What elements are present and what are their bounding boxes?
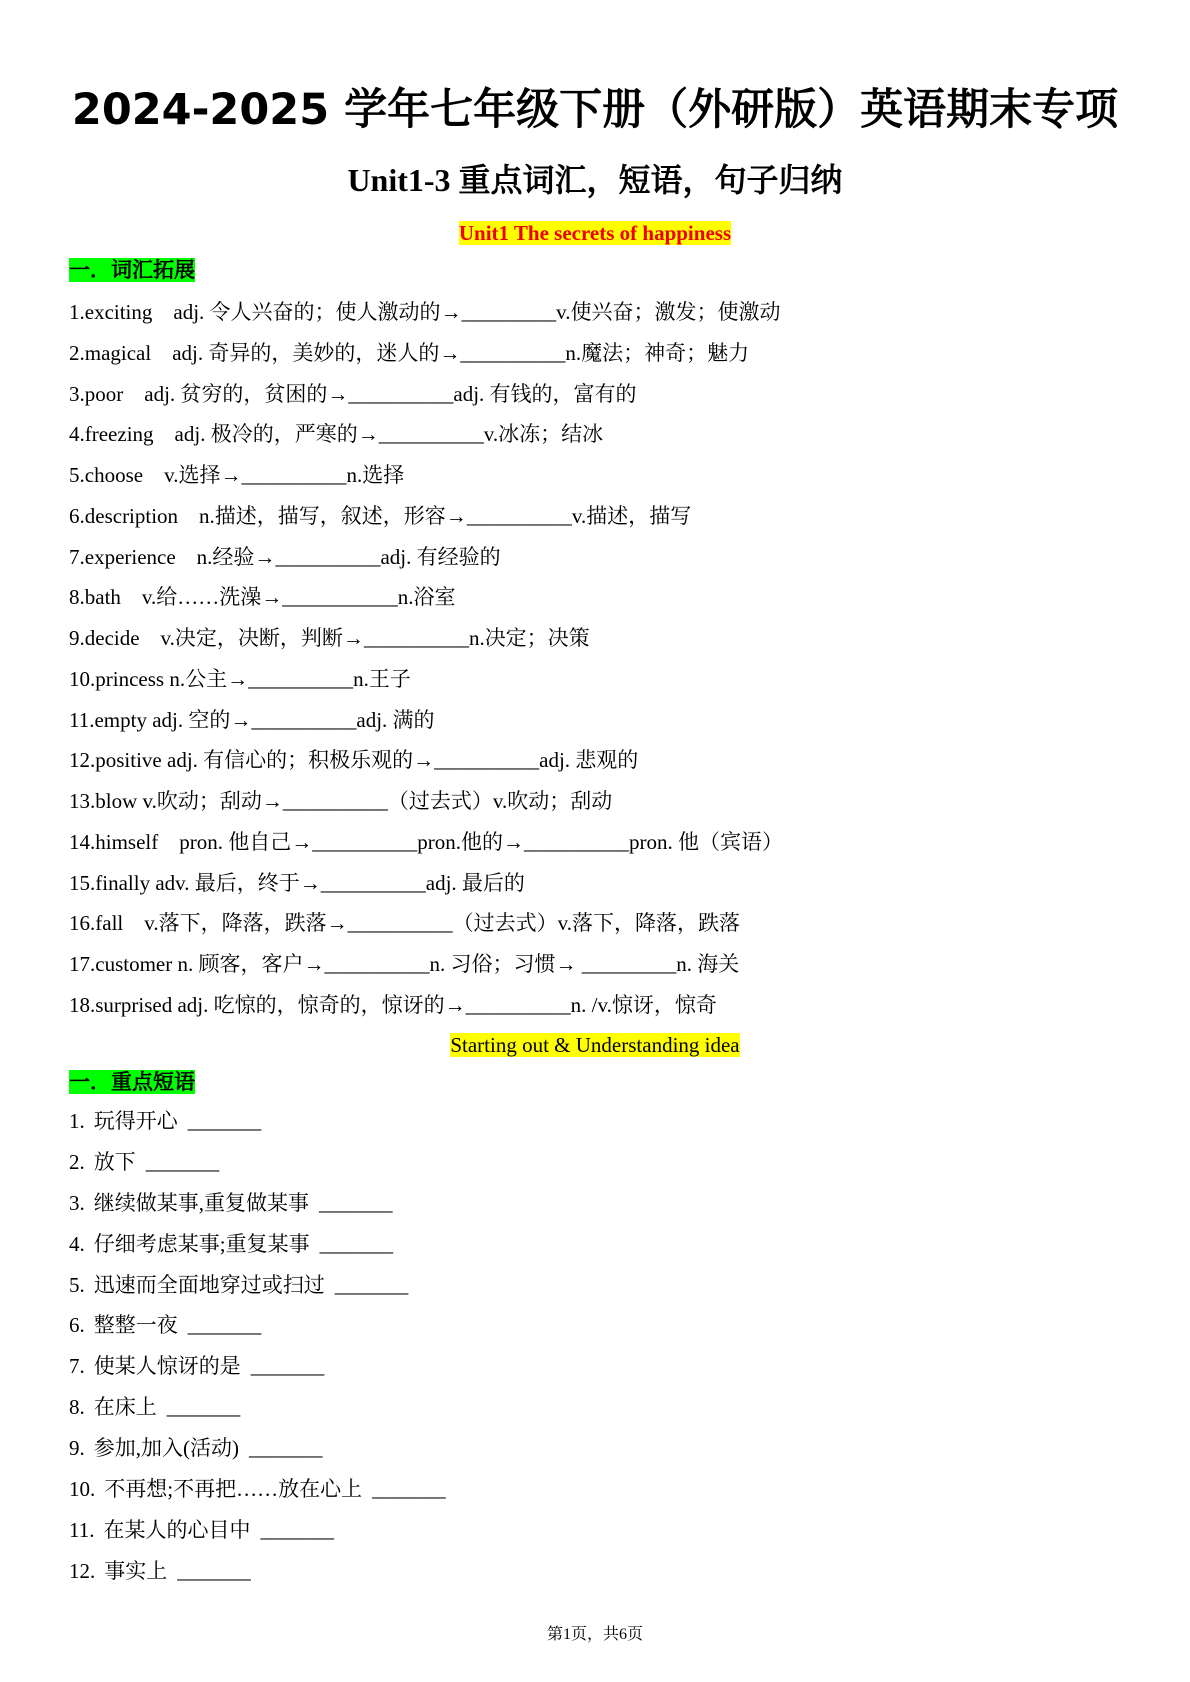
answer-blank: __________ [363, 626, 469, 650]
phrase-text: 在床上 [93, 1395, 157, 1420]
page-number: 第1页，共6页 [546, 1626, 643, 1643]
section-heading-vocabulary: 一．词汇拓展 [69, 258, 195, 282]
answer-blank: __________ [282, 789, 388, 813]
unit-title-line [0, 217, 1190, 249]
vocabulary-item [69, 414, 1129, 455]
phrase-item [69, 1469, 1129, 1510]
vocabulary-item-text: adj. 悲观的 [539, 748, 639, 773]
vocabulary-item-text: 6.description n.描述，描写，叙述，形容→ [69, 503, 467, 528]
vocabulary-item-text: 10.princess n.公主→ [69, 666, 249, 691]
vocabulary-item-text: 17.customer n. 顾客，客户→ [69, 952, 325, 976]
phrase-number: 6. [69, 1313, 85, 1338]
vocabulary-item-text: n. /v.惊讶，惊奇 [570, 992, 717, 1017]
answer-blank: _______ [334, 1272, 409, 1297]
vocabulary-item [69, 822, 1129, 863]
vocabulary-item-text: 3.poor adj. 贫穷的，贫困的→ [69, 381, 349, 406]
phrase-item [69, 1305, 1129, 1346]
vocabulary-item [69, 618, 1129, 659]
vocabulary-item-text: 11.empty adj. 空的→ [69, 707, 252, 732]
vocabulary-item-text: n.王子 [353, 666, 411, 691]
page-subtitle: Unit1-3 重点词汇，短语，句子归纳 [347, 162, 843, 198]
answer-blank: _______ [319, 1231, 394, 1256]
answer-blank: __________ [466, 503, 572, 528]
phrase-text: 整整一夜 [93, 1313, 178, 1338]
answer-blank: __________ [241, 463, 347, 487]
vocabulary-item-text: 9.decide v.决定，决断，判断→ [69, 626, 364, 650]
phrase-text: 玩得开心 [93, 1109, 178, 1133]
answer-blank: __________ [251, 707, 357, 732]
phrase-text: 仔细考虑某事;重复某事 [93, 1231, 310, 1256]
vocabulary-item-text: 13.blow v.吹动；刮动→ [69, 789, 283, 813]
vocabulary-item-text: 15.finally adv. 最后，终于→ [69, 870, 321, 895]
phrase-number: 10. [69, 1477, 96, 1502]
answer-blank: __________ [434, 748, 540, 773]
answer-blank: __________ [248, 666, 354, 691]
phrase-number: 11. [69, 1517, 95, 1542]
answer-blank: _________ [461, 300, 557, 324]
phrase-number: 12. [69, 1558, 96, 1583]
vocabulary-item-text: pron. 他（宾语） [628, 829, 783, 854]
page-title: 2024-2025 学年七年级下册（外研版）英语期末专项 [71, 85, 1119, 135]
answer-blank: _______ [166, 1395, 241, 1420]
phrase-text: 使某人惊讶的是 [93, 1354, 241, 1379]
unit-title: Unit1 The secrets of happiness [458, 221, 732, 245]
answer-blank: __________ [460, 340, 566, 365]
vocabulary-item-text: n.选择 [346, 463, 405, 487]
vocabulary-item [69, 577, 1129, 618]
phrase-text: 不再想;不再把……放在心上 [104, 1477, 363, 1502]
vocabulary-item [69, 903, 1129, 944]
section-heading-phrases: 一．重点短语 [69, 1070, 195, 1094]
answer-blank: _______ [249, 1436, 323, 1461]
vocabulary-item-text: 1.exciting adj. 令人兴奋的；使人激动的→ [69, 300, 462, 324]
vocabulary-item [69, 700, 1129, 741]
phrase-item [69, 1510, 1129, 1551]
vocabulary-item-text: n.决定；决策 [468, 626, 590, 650]
vocabulary-item [69, 781, 1129, 822]
vocabulary-item [69, 455, 1129, 496]
vocabulary-item [69, 496, 1129, 537]
vocabulary-item-text: adj. 最后的 [425, 870, 525, 895]
phrase-number: 1. [69, 1109, 85, 1133]
vocabulary-item-text: 7.experience n.经验→ [69, 544, 276, 569]
lesson-title-line [0, 1029, 1190, 1061]
phrase-number: 4. [69, 1231, 85, 1256]
vocabulary-item-text: 5.choose v.选择→ [69, 463, 242, 487]
vocabulary-item [69, 944, 1129, 985]
vocabulary-item-text: n.魔法；神奇；魅力 [565, 340, 750, 365]
answer-blank: __________ [348, 381, 454, 406]
answer-blank: __________ [523, 829, 629, 854]
vocabulary-item-text: adj. 满的 [356, 707, 435, 732]
vocabulary-item-text: 8.bath v.给……洗澡→ [69, 585, 283, 610]
phrase-item [69, 1183, 1129, 1224]
lesson-title: Starting out & Understanding idea [450, 1033, 740, 1057]
answer-blank: _______ [177, 1558, 251, 1583]
phrase-item [69, 1224, 1129, 1265]
phrase-number: 2. [69, 1149, 85, 1174]
vocabulary-item-text: v.冰冻；结冰 [483, 422, 604, 447]
answer-blank: __________ [378, 422, 484, 447]
vocabulary-item [69, 985, 1129, 1026]
vocabulary-item [69, 537, 1129, 578]
answer-blank: __________ [320, 870, 426, 895]
vocabulary-item-text: v.描述，描写 [571, 503, 692, 528]
answer-blank: __________ [312, 829, 418, 854]
phrase-item [69, 1346, 1129, 1387]
phrase-item [69, 1387, 1129, 1428]
answer-blank: __________ [347, 911, 453, 936]
phrase-text: 在某人的心目中 [103, 1517, 251, 1542]
answer-blank: _________ [581, 952, 677, 976]
vocabulary-item-text: v.使兴奋；激发；使激动 [556, 300, 781, 324]
vocabulary-item [69, 292, 1129, 333]
vocabulary-item-text: 16.fall v.落下，降落，跌落→ [69, 911, 348, 936]
phrase-item [69, 1551, 1129, 1592]
vocabulary-item-text: 14.himself pron. 他自己→ [69, 829, 313, 854]
phrase-text: 参加,加入(活动) [93, 1436, 239, 1461]
answer-blank: __________ [275, 544, 381, 569]
answer-blank: _______ [372, 1477, 446, 1502]
section-heading-line [69, 1066, 195, 1098]
vocabulary-item [69, 863, 1129, 904]
phrase-item [69, 1265, 1129, 1306]
answer-blank: _______ [319, 1190, 393, 1215]
vocabulary-item [69, 740, 1129, 781]
phrase-list [69, 1101, 1129, 1592]
phrase-item [69, 1142, 1129, 1183]
phrase-number: 5. [69, 1272, 85, 1297]
vocabulary-item-text: n. 海关 [676, 952, 740, 976]
answer-blank: _______ [187, 1109, 262, 1133]
answer-blank: _______ [187, 1313, 262, 1338]
phrase-number: 3. [69, 1190, 85, 1215]
phrase-number: 9. [69, 1436, 85, 1461]
vocabulary-item-text: 4.freezing adj. 极冷的，严寒的→ [69, 422, 379, 447]
phrase-text: 放下 [93, 1149, 136, 1174]
answer-blank: __________ [465, 992, 571, 1017]
phrase-item [69, 1428, 1129, 1469]
vocabulary-item-text: （过去式）v.吹动；刮动 [387, 789, 613, 813]
phrase-text: 继续做某事,重复做某事 [93, 1190, 309, 1215]
vocabulary-item [69, 659, 1129, 700]
vocabulary-list [69, 292, 1129, 1026]
vocabulary-item [69, 333, 1129, 374]
vocabulary-item-text: 12.positive adj. 有信心的；积极乐观的→ [69, 748, 435, 773]
vocabulary-item-text: 2.magical adj. 奇异的，美妙的，迷人的→ [69, 340, 461, 365]
vocabulary-item-text: n.浴室 [397, 585, 456, 610]
answer-blank: _______ [145, 1149, 220, 1174]
vocabulary-item-text: pron.他的→ [417, 829, 524, 854]
phrase-number: 8. [69, 1395, 85, 1420]
phrase-text: 迅速而全面地穿过或扫过 [93, 1272, 325, 1297]
section-heading-line [69, 254, 195, 286]
phrase-number: 7. [69, 1354, 85, 1379]
vocabulary-item-text: adj. 有钱的，富有的 [453, 381, 637, 406]
phrase-item [69, 1101, 1129, 1142]
answer-blank: __________ [324, 952, 430, 976]
vocabulary-item-text: 18.surprised adj. 吃惊的，惊奇的，惊讶的→ [69, 992, 466, 1017]
vocabulary-item-text: adj. 有经验的 [380, 544, 501, 569]
vocabulary-item-text: （过去式）v.落下，降落，跌落 [452, 911, 741, 936]
phrase-text: 事实上 [104, 1558, 168, 1583]
answer-blank: ___________ [282, 585, 398, 610]
vocabulary-item-text: n. 习俗；习惯→ [429, 952, 582, 976]
vocabulary-item [69, 374, 1129, 415]
answer-blank: _______ [250, 1354, 325, 1379]
answer-blank: _______ [260, 1517, 334, 1542]
